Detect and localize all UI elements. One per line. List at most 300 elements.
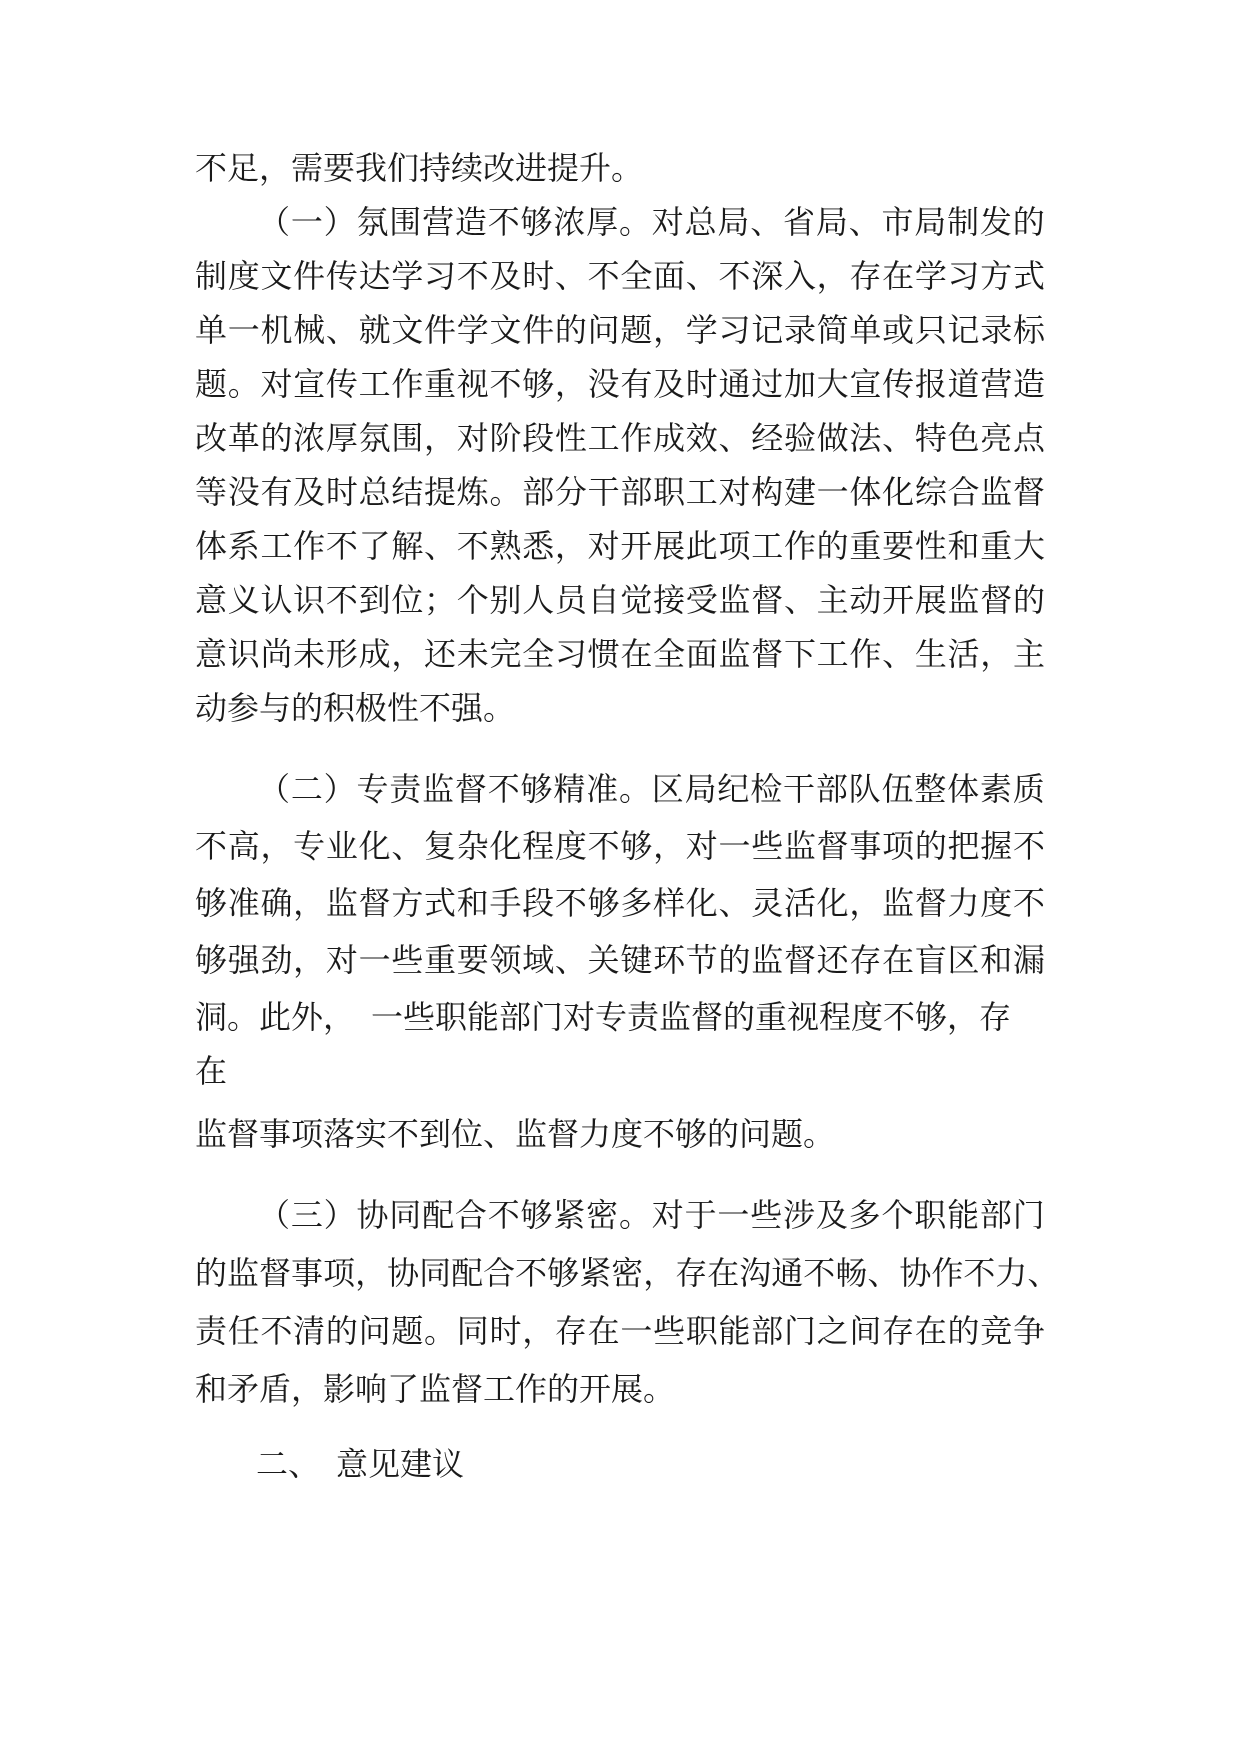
text-glyph: 督: [816, 827, 849, 865]
text-glyph: 的: [947, 1312, 980, 1350]
text-glyph: 监: [980, 473, 1013, 511]
text-glyph: 在: [882, 941, 915, 979]
text-glyph: 动: [849, 581, 882, 619]
text-glyph: 多: [620, 884, 653, 922]
text-glyph: 、: [554, 941, 587, 979]
text-glyph: 主: [816, 581, 849, 619]
text-glyph: 强: [227, 941, 260, 979]
text-glyph: 作: [849, 635, 882, 673]
text-glyph: 盲: [914, 941, 947, 979]
text-glyph: 够: [587, 884, 620, 922]
text-glyph: 加: [783, 365, 816, 403]
text-glyph: 的: [325, 1312, 358, 1350]
text-glyph: 一: [290, 203, 323, 241]
text-glyph: 没: [587, 365, 620, 403]
text-glyph: 传: [325, 257, 358, 295]
text-glyph: 不: [456, 527, 489, 565]
text-glyph: 全: [522, 635, 555, 673]
text-glyph: 一: [717, 1196, 750, 1234]
text-glyph: 够: [520, 770, 553, 808]
text-glyph: 督: [751, 581, 784, 619]
text-glyph: 特: [914, 419, 947, 457]
text-glyph: 对: [456, 419, 489, 457]
text-glyph: 时: [325, 473, 358, 511]
text-glyph: 习: [424, 257, 457, 295]
text-glyph: 监: [718, 635, 751, 673]
text-glyph: 标: [1012, 311, 1045, 349]
text-glyph: 验: [783, 419, 816, 457]
text-glyph: 事: [291, 1254, 324, 1292]
text-glyph: 重: [849, 527, 882, 565]
text-glyph: 监: [882, 884, 915, 922]
text-glyph: 和: [456, 884, 489, 922]
text-glyph: 过: [751, 365, 784, 403]
text-glyph: 些: [653, 1312, 686, 1350]
text-glyph: 到: [358, 581, 391, 619]
text-glyph: 工: [358, 365, 391, 403]
text-glyph: 只: [914, 311, 947, 349]
text-glyph: ，: [424, 419, 457, 457]
text-glyph: 不: [1012, 884, 1045, 922]
text-line: [195, 1311, 1045, 1351]
text-glyph: 职: [653, 473, 686, 511]
text-glyph: 学: [456, 311, 489, 349]
text-glyph: 个: [456, 581, 489, 619]
text-glyph: 些: [750, 1196, 783, 1234]
text-glyph: 形: [325, 635, 358, 673]
text-glyph: 、: [325, 311, 358, 349]
text-glyph: 厚: [586, 203, 619, 241]
text-glyph: 惯: [587, 635, 620, 673]
text-glyph: 把: [947, 827, 980, 865]
text-glyph: 未: [456, 635, 489, 673]
text-glyph: 要: [882, 527, 915, 565]
text-glyph: 监: [783, 827, 816, 865]
text-glyph: 事: [849, 827, 882, 865]
text-glyph: 畅: [835, 1254, 868, 1292]
text-glyph: 够: [195, 941, 228, 979]
text-glyph: 重: [424, 365, 457, 403]
text-glyph: 职: [914, 1196, 947, 1234]
text-glyph: 法: [849, 419, 882, 457]
text-glyph: 同: [456, 1312, 489, 1350]
text-glyph: 制: [195, 257, 228, 295]
text-glyph: 要: [456, 941, 489, 979]
text-glyph: 不: [803, 1254, 836, 1292]
text-glyph: 、: [882, 419, 915, 457]
text-glyph: 不: [487, 1196, 520, 1234]
text-glyph: 受: [685, 581, 718, 619]
text-glyph: 协: [356, 1196, 389, 1234]
text-glyph: 记: [751, 311, 784, 349]
text-glyph: 总: [358, 473, 391, 511]
text-glyph: ；: [424, 581, 457, 619]
text-glyph: 开: [882, 581, 915, 619]
text-glyph: 做: [816, 419, 849, 457]
text-glyph: 监: [227, 1254, 260, 1292]
text-glyph: 域: [522, 941, 555, 979]
text-glyph: 化: [685, 884, 718, 922]
text-glyph: 不: [515, 1254, 548, 1292]
text-glyph: 存: [849, 257, 882, 295]
text-glyph: 结: [391, 473, 424, 511]
text-glyph: 革: [227, 419, 260, 457]
paragraph-heading-2: [258, 769, 1045, 809]
text-glyph: 干: [783, 770, 816, 808]
text-glyph: 同: [419, 1254, 452, 1292]
text-glyph: 间: [849, 1312, 882, 1350]
text-glyph: 对: [587, 527, 620, 565]
text-glyph: 业: [325, 827, 358, 865]
text-glyph: 还: [424, 635, 457, 673]
text-glyph: 总: [684, 203, 717, 241]
text-glyph: 作: [931, 1254, 964, 1292]
text-glyph: 一: [227, 311, 260, 349]
text-glyph: ，: [849, 884, 882, 922]
text-glyph: 习: [947, 257, 980, 295]
text-glyph: 机: [260, 311, 293, 349]
text-glyph: 传: [325, 365, 358, 403]
text-glyph: 的: [554, 311, 587, 349]
text-glyph: 密: [611, 1254, 644, 1292]
text-glyph: 的: [1012, 203, 1045, 241]
text-glyph: 成: [358, 635, 391, 673]
text-glyph: 问: [587, 311, 620, 349]
text-glyph: 局: [684, 770, 717, 808]
text-glyph: 紧: [579, 1254, 612, 1292]
text-glyph: 学: [914, 257, 947, 295]
text-glyph: 发: [979, 203, 1012, 241]
text-glyph: 专: [293, 827, 326, 865]
text-glyph: 识: [227, 635, 260, 673]
text-glyph: 了: [358, 527, 391, 565]
text-glyph: 同: [389, 1196, 422, 1234]
text-glyph: 展: [914, 581, 947, 619]
text-glyph: 尚: [260, 635, 293, 673]
text-glyph: 对: [325, 941, 358, 979]
text-glyph: 的: [1012, 581, 1045, 619]
text-glyph: 部: [979, 1196, 1012, 1234]
text-glyph: 清: [293, 1312, 326, 1350]
text-glyph: 精: [553, 770, 586, 808]
text-glyph: 在: [587, 1312, 620, 1350]
text-glyph: ，: [980, 635, 1013, 673]
section-heading: 二、 意见建议: [256, 1445, 465, 1483]
text-glyph: 件: [424, 311, 457, 349]
text-glyph: 关: [587, 941, 620, 979]
text-glyph: 录: [783, 311, 816, 349]
text-glyph: 面: [653, 257, 686, 295]
text-line: [195, 1253, 1060, 1293]
text-glyph: 存: [849, 941, 882, 979]
text-glyph: 大: [1012, 527, 1045, 565]
text-glyph: 督: [980, 581, 1013, 619]
text-glyph: 够: [620, 827, 653, 865]
text-glyph: 力: [947, 884, 980, 922]
text-glyph: 够: [520, 203, 553, 241]
text-glyph: 视: [456, 365, 489, 403]
text-glyph: 在: [707, 1254, 740, 1292]
text-glyph: 文: [489, 311, 522, 349]
text-glyph: 不: [195, 827, 228, 865]
text-glyph: 配: [451, 1254, 484, 1292]
text-glyph: 完: [489, 635, 522, 673]
text-glyph: 氛: [358, 419, 391, 457]
text-glyph: 不: [489, 365, 522, 403]
text-line: 和矛盾，影响了监督工作的开展。: [195, 1370, 676, 1408]
text-glyph: 亮: [980, 419, 1013, 457]
text-glyph: 主: [1012, 635, 1045, 673]
text-glyph: 监: [718, 581, 751, 619]
text-glyph: 化: [816, 884, 849, 922]
text-glyph: 项: [718, 527, 751, 565]
text-glyph: 存: [675, 1254, 708, 1292]
text-glyph: 对: [651, 1196, 684, 1234]
text-glyph: 。: [618, 1196, 651, 1234]
text-glyph: （: [258, 770, 291, 808]
text-line: 在: [195, 1052, 228, 1090]
text-glyph: 营: [980, 365, 1013, 403]
text-glyph: 及: [293, 473, 326, 511]
text-glyph: 生: [914, 635, 947, 673]
text-glyph: 体: [947, 770, 980, 808]
text-glyph: 深: [751, 257, 784, 295]
text-glyph: ，: [653, 827, 686, 865]
text-glyph: 围: [391, 419, 424, 457]
text-glyph: 省: [783, 203, 816, 241]
text-glyph: 的: [914, 827, 947, 865]
text-glyph: 。: [618, 203, 651, 241]
text-glyph: 密: [586, 1196, 619, 1234]
text-glyph: ，: [293, 884, 326, 922]
text-glyph: 局: [717, 203, 750, 241]
text-glyph: 度: [554, 827, 587, 865]
text-glyph: 学: [685, 311, 718, 349]
text-glyph: 监: [947, 581, 980, 619]
text-glyph: ）: [323, 770, 356, 808]
text-glyph: 化: [489, 827, 522, 865]
text-glyph: 督: [259, 1254, 292, 1292]
text-glyph: 对: [718, 473, 751, 511]
text-glyph: 制: [947, 203, 980, 241]
text-glyph: 工: [685, 473, 718, 511]
text-glyph: 劲: [260, 941, 293, 979]
text-glyph: （: [258, 1196, 291, 1234]
text-glyph: 够: [520, 1196, 553, 1234]
text-glyph: 提: [424, 473, 457, 511]
text-glyph: 涉: [783, 1196, 816, 1234]
text-glyph: ，: [391, 635, 424, 673]
text-glyph: 效: [685, 419, 718, 457]
text-glyph: 质: [1012, 770, 1045, 808]
text-glyph: 氛: [356, 203, 389, 241]
text-glyph: 存: [882, 1312, 915, 1350]
text-glyph: 督: [1012, 473, 1045, 511]
text-glyph: 工: [816, 635, 849, 673]
text-glyph: ，: [554, 365, 587, 403]
text-glyph: 局: [914, 203, 947, 241]
text-glyph: 综: [914, 473, 947, 511]
text-glyph: 度: [227, 257, 260, 295]
text-glyph: 项: [323, 1254, 356, 1292]
text-glyph: 化: [882, 473, 915, 511]
text-glyph: 合: [947, 473, 980, 511]
text-line: [195, 883, 1045, 923]
text-glyph: 题: [620, 311, 653, 349]
text-glyph: 有: [260, 473, 293, 511]
text-glyph: 任: [227, 1312, 260, 1350]
text-glyph: 别: [489, 581, 522, 619]
text-line: 不足，需要我们持续改进提升。: [195, 149, 644, 187]
text-glyph: 一: [620, 1312, 653, 1350]
text-glyph: 还: [816, 941, 849, 979]
text-glyph: 方: [391, 884, 424, 922]
text-glyph: 市: [881, 203, 914, 241]
text-glyph: 建: [783, 473, 816, 511]
text-glyph: 就: [358, 311, 391, 349]
text-glyph: 造: [1012, 365, 1045, 403]
text-glyph: 的: [816, 527, 849, 565]
text-glyph: 作: [783, 527, 816, 565]
text-glyph: 够: [547, 1254, 580, 1292]
text-glyph: 造: [454, 203, 487, 241]
text-glyph: 意: [195, 635, 228, 673]
text-glyph: 对: [260, 365, 293, 403]
text-glyph: 活: [947, 635, 980, 673]
text-glyph: 沟: [739, 1254, 772, 1292]
text-glyph: 多: [848, 1196, 881, 1234]
text-glyph: 件: [522, 311, 555, 349]
text-glyph: 些: [391, 941, 424, 979]
text-glyph: ，: [355, 1254, 388, 1292]
text-glyph: 监: [422, 770, 455, 808]
text-glyph: 伍: [881, 770, 914, 808]
text-glyph: 责: [389, 770, 422, 808]
text-glyph: 督: [454, 770, 487, 808]
text-glyph: 一: [718, 827, 751, 865]
text-glyph: ，: [293, 941, 326, 979]
text-glyph: 活: [783, 884, 816, 922]
text-glyph: 区: [947, 941, 980, 979]
text-glyph: 三: [290, 1196, 323, 1234]
text-glyph: 门: [783, 1312, 816, 1350]
text-line: 洞。此外， 一些职能部门对专责监督的重视程度不够，存: [195, 998, 1012, 1036]
text-line: [195, 418, 1045, 458]
text-glyph: 些: [751, 827, 784, 865]
text-glyph: 工: [260, 527, 293, 565]
text-glyph: 合: [454, 1196, 487, 1234]
paragraph-heading-3: [258, 1195, 1045, 1235]
text-glyph: 构: [751, 473, 784, 511]
text-glyph: 面: [685, 635, 718, 673]
text-glyph: 、: [750, 203, 783, 241]
text-glyph: 纪: [717, 770, 750, 808]
text-glyph: 阶: [489, 419, 522, 457]
text-glyph: 性: [914, 527, 947, 565]
text-glyph: 文: [260, 257, 293, 295]
text-glyph: 键: [620, 941, 653, 979]
text-glyph: 整: [914, 770, 947, 808]
text-glyph: 义: [227, 581, 260, 619]
text-glyph: ）: [323, 203, 356, 241]
text-glyph: 有: [620, 365, 653, 403]
text-glyph: 对: [685, 827, 718, 865]
text-glyph: 合: [483, 1254, 516, 1292]
text-glyph: 样: [653, 884, 686, 922]
text-glyph: 、: [718, 884, 751, 922]
text-glyph: 配: [422, 1196, 455, 1234]
text-glyph: 全: [653, 635, 686, 673]
text-glyph: 传: [882, 365, 915, 403]
text-glyph: 准: [227, 884, 260, 922]
text-glyph: 式: [424, 884, 457, 922]
text-glyph: 、: [882, 635, 915, 673]
text-glyph: 紧: [553, 1196, 586, 1234]
text-glyph: 浓: [293, 419, 326, 457]
text-glyph: 协: [899, 1254, 932, 1292]
text-glyph: 式: [1012, 257, 1045, 295]
text-glyph: 督: [914, 884, 947, 922]
text-glyph: 题: [391, 1312, 424, 1350]
text-glyph: 色: [947, 419, 980, 457]
text-glyph: 等: [195, 473, 228, 511]
text-line: [195, 526, 1045, 566]
text-glyph: 在: [882, 257, 915, 295]
text-glyph: 部: [815, 770, 848, 808]
text-glyph: 不: [325, 527, 358, 565]
text-glyph: 项: [882, 827, 915, 865]
text-glyph: 的: [718, 941, 751, 979]
text-glyph: 的: [260, 419, 293, 457]
text-glyph: 分: [554, 473, 587, 511]
text-line: [195, 472, 1045, 512]
text-glyph: 够: [195, 884, 228, 922]
text-glyph: 。: [618, 770, 651, 808]
text-glyph: 简: [816, 311, 849, 349]
text-glyph: 化: [358, 827, 391, 865]
text-glyph: 题: [195, 365, 228, 403]
text-glyph: 能: [947, 1196, 980, 1234]
text-glyph: 员: [554, 581, 587, 619]
text-glyph: 监: [751, 941, 784, 979]
text-glyph: 一: [816, 473, 849, 511]
text-glyph: 专: [356, 770, 389, 808]
text-glyph: ，: [816, 257, 849, 295]
text-glyph: 的: [195, 1254, 228, 1292]
text-glyph: 道: [947, 365, 980, 403]
text-glyph: 接: [653, 581, 686, 619]
text-glyph: 意: [195, 581, 228, 619]
text-glyph: 作: [620, 419, 653, 457]
text-glyph: 经: [751, 419, 784, 457]
text-glyph: 重: [424, 941, 457, 979]
text-line: [195, 580, 1045, 620]
text-glyph: 。: [489, 473, 522, 511]
text-glyph: 方: [980, 257, 1013, 295]
text-glyph: 时: [685, 365, 718, 403]
text-glyph: 部: [620, 473, 653, 511]
text-glyph: 识: [293, 581, 326, 619]
text-line: [195, 940, 1045, 980]
text-glyph: 督: [358, 884, 391, 922]
text-glyph: 体: [849, 473, 882, 511]
text-glyph: 浓: [553, 203, 586, 241]
text-glyph: 高: [227, 827, 260, 865]
text-glyph: 开: [620, 527, 653, 565]
text-glyph: 段: [522, 884, 555, 922]
text-glyph: 程: [522, 827, 555, 865]
text-glyph: 解: [391, 527, 424, 565]
